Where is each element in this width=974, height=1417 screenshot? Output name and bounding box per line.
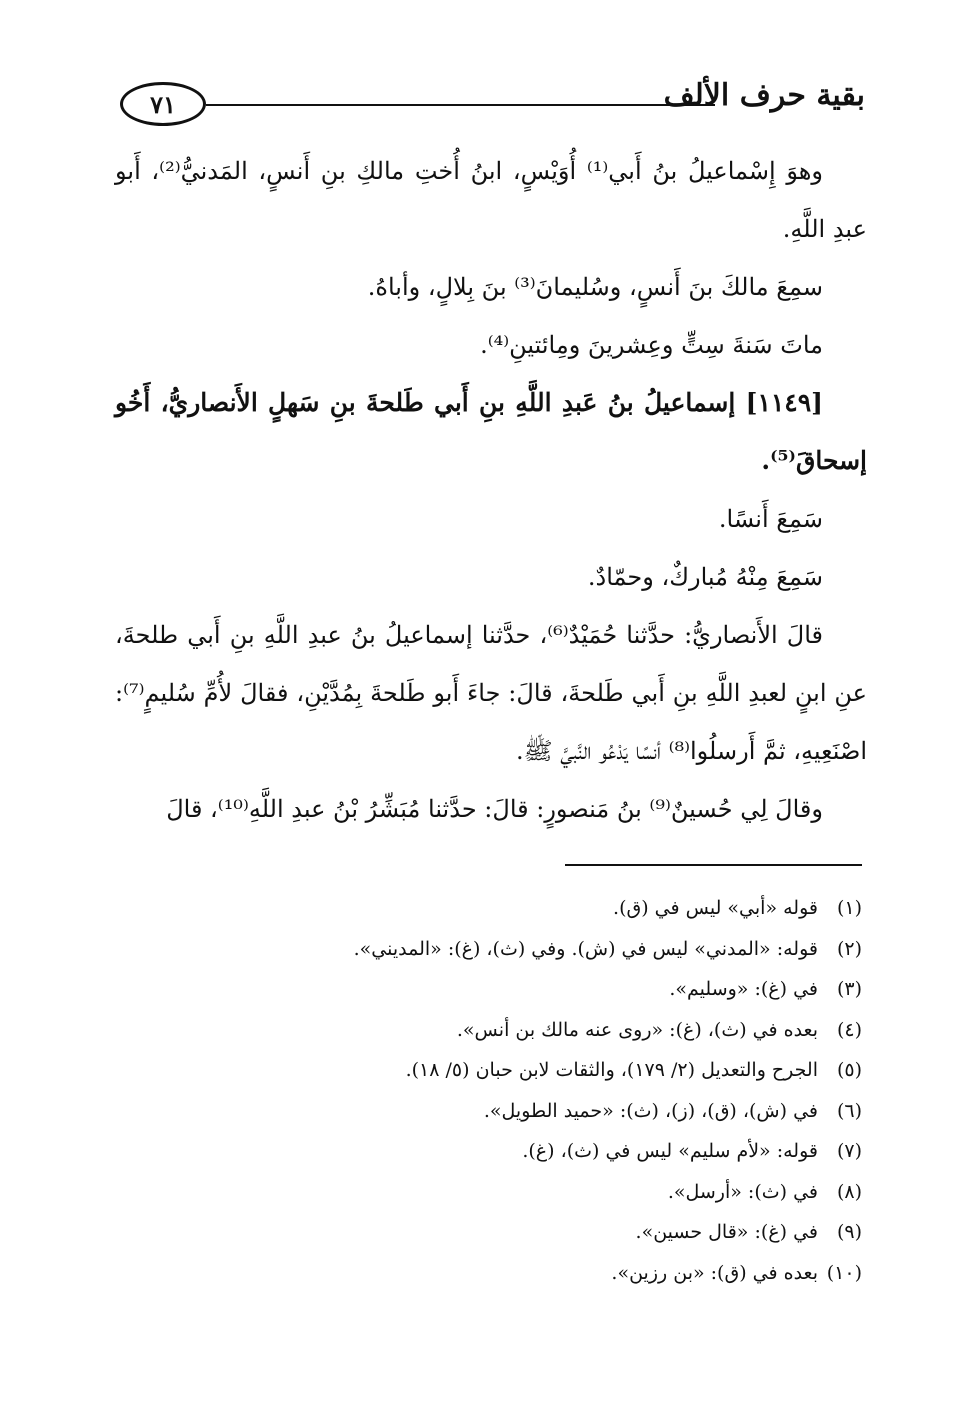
paragraph-4: سَمِعَ أَنسًا. <box>718 505 823 533</box>
footnote-number: (٤) <box>836 1018 862 1041</box>
footnote-number: (١) <box>836 897 862 919</box>
footnote-item <box>200 1050 862 1091</box>
paragraph-2: سمِعَ مالكَ بنَ أَنسٍ، وسُليمانَ⁽³⁾ بنَ بِلالٍ، وأباهُ. <box>367 273 823 301</box>
footnote-item <box>200 1212 862 1253</box>
footnote-item <box>200 1253 862 1294</box>
footnote-text: بعده في (ث)، (غ): «روى عنه مالك بن أنس». <box>456 1018 818 1041</box>
footnote-number: (٦) <box>836 1099 862 1122</box>
footnote-number: (٣) <box>836 978 862 1000</box>
footnote-text: في (ش)، (ق)، (ز)، (ث): «حميد الطويل». <box>483 1099 818 1122</box>
footnote-text: الجرح والتعديل (٢/ ١٧٩)، والثقات لابن حبان (٥/ ١٨). <box>405 1059 818 1081</box>
main-text <box>115 142 867 838</box>
paragraph-3: ماتَ سَنةَ سِتٍّ وعِشرينَ ومِائتينِ⁽⁴⁾. <box>480 331 823 359</box>
footnote-number: (٧) <box>836 1140 862 1162</box>
footnote-text: في (ث): «أرسل». <box>667 1180 818 1203</box>
footnote-text: في (غ): «قال حسين». <box>635 1221 818 1243</box>
footnote-text: قوله «أبي» ليس في (ق). <box>613 897 818 919</box>
footnote-rule <box>565 864 862 866</box>
footnote-item <box>200 1010 862 1051</box>
footnotes <box>200 888 862 1293</box>
footnote-item <box>200 1172 862 1213</box>
footnote-text: في (غ): «وسليم». <box>669 978 818 1000</box>
footnote-item <box>200 1131 862 1172</box>
footnote-item <box>200 969 862 1010</box>
running-title: بقية حرف الألف <box>663 78 865 113</box>
paragraph-6: قالَ الأَنصاريُّ: حدَّثنا حُمَيْدٌ⁽⁶⁾، حدَّثنا إسماعيلُ بنُ عبدِ اللَّهِ بنِ أَبي طلحةَ، عنِ ابنٍ لعبدِ اللَّهِ بنِ أَبي طَلحةَ، قالَ: جاءَ أَبو طَلحةَ بِمُدَّيْنِ، فقالَ لأُمِّ سُليمٍ⁽⁷⁾: اصْنَعِيهِ، ثمَّ أَرسلُوا⁽⁸⁾ أنسًا يَدْعُو النَّبيَّ ﷺ. <box>115 621 867 765</box>
page-number: ٧١ <box>120 82 206 126</box>
footnote-text: قوله: «لأم سليم» ليس في (ث)، (غ). <box>522 1140 818 1162</box>
footnote-text: بعده في (ق): «بن رزين». <box>611 1261 818 1284</box>
footnote-item <box>200 929 862 970</box>
footnote-item <box>200 888 862 929</box>
footnote-text: قوله: «المدني» ليس في (ش). وفي (ث)، (غ): «المديني». <box>353 937 818 960</box>
entry-heading: [١١٤٩] إسماعيلُ بنُ عَبدِ اللَّهِ بنِ أَبي طَلحةَ بنِ سَهلٍ الأَنصاريُّ، أَخُو إسحاقَ⁽⁵⁾. <box>115 388 867 475</box>
paragraph-7: وقالَ لِي حُسينٌ⁽⁹⁾ بنُ مَنصورٍ: قالَ: حدَّثنا مُبَشِّرُ بْنُ عبدِ اللَّهِ⁽¹⁰⁾، قالَ <box>166 795 823 823</box>
footnote-item <box>200 1091 862 1132</box>
footnote-number: (٢) <box>836 937 862 960</box>
page-header <box>120 78 865 134</box>
header-rule <box>206 104 715 106</box>
footnote-number: (١٠) <box>826 1261 862 1284</box>
paragraph-1: وهوَ إِسْماعيلُ بنُ أَبي⁽¹⁾ أُوَيْسٍ، ابنُ أُختِ مالكِ بنِ أَنسٍ، المَدنيُّ⁽²⁾، أَبو عبدِ اللَّهِ. <box>115 157 867 243</box>
footnote-number: (٩) <box>836 1221 862 1243</box>
footnote-number: (٥) <box>836 1059 862 1081</box>
paragraph-5: سَمِعَ مِنْهُ مُباركٌ، وحمّادٌ. <box>587 563 823 591</box>
footnote-number: (٨) <box>836 1180 862 1203</box>
